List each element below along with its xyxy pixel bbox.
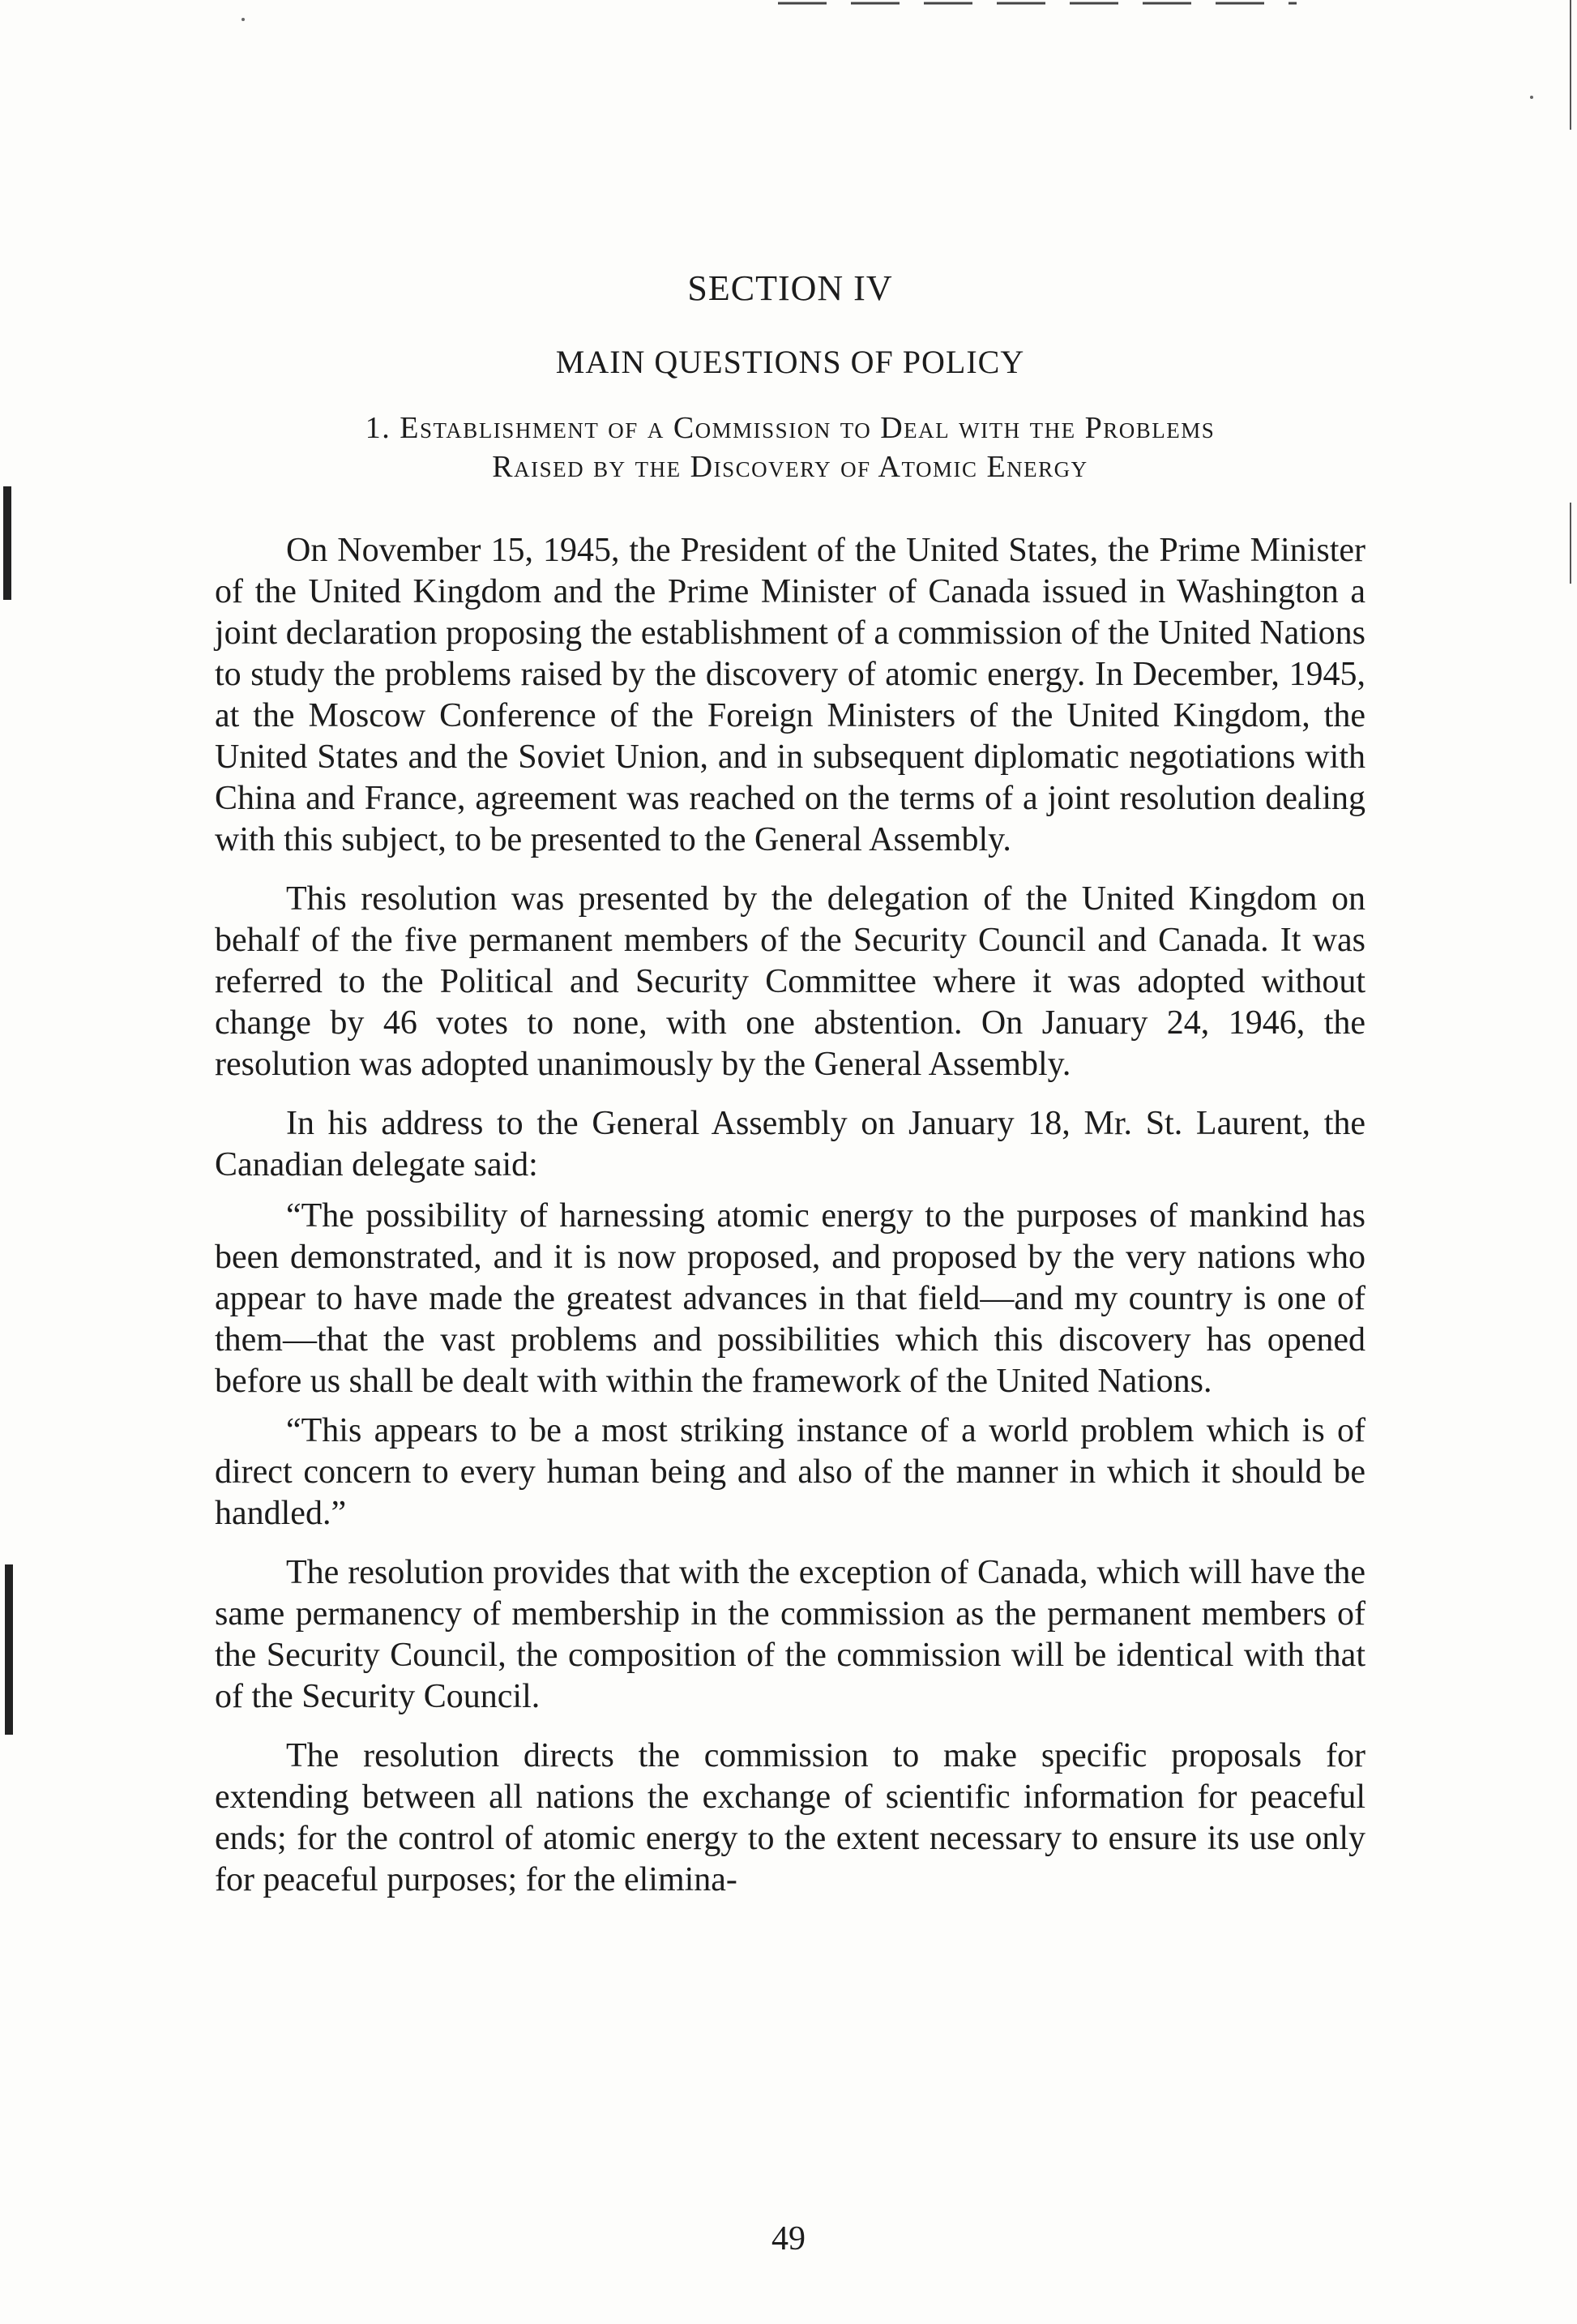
- paragraph-declaration: On November 15, 1945, the President of the United States, the Prime Minister of the United Kingdom and the Prime Minister of Canada issued in Washington a joint declaration proposing the establishment of a commission of the United Nations to study the problems raised by the discovery of atomic energy. In December, 1945, at the Moscow Conference of the Foreign Ministers of the United Kingdom, the United States and the Soviet Union, and in subsequent diplomatic negotiations with China and France, agreement was reached on the terms of a joint resolution dealing with this subject, to be presented to the General Assembly.: [215, 532, 1365, 858]
- paragraph-address-intro: In his address to the General Assembly on January 18, Mr. St. Laurent, the Canadian delegate said:: [215, 1105, 1365, 1183]
- topic-heading-line-2: Raised by the Discovery of Atomic Energy: [492, 450, 1088, 484]
- section-subtitle: MAIN QUESTIONS OF POLICY: [555, 344, 1025, 380]
- page-body: [215, 267, 1365, 1919]
- paragraph-quote-1: “The possibility of harnessing atomic energy to the purposes of mankind has been demonstrated, and it is now proposed, and proposed by the very nations who appear to have made the greatest advances in that field—and my country is one of them—that the vast problems and possibilities which this discovery has opened before us shall be dealt with within the framework of the United Nations.: [215, 1197, 1365, 1400]
- page-number: 49: [771, 2220, 806, 2258]
- paragraph-resolution-presented: This resolution was presented by the delegation of the United Kingdom on behalf of the five permanent members of the Security Council and Canada. It was referred to the Political and Security Committee where it was adopted without change by 46 votes to none, with one abstention. On January 24, 1946, the resolution was adopted unanimously by the General Assembly.: [215, 880, 1365, 1083]
- paragraph-commission-composition: The resolution provides that with the exception of Canada, which will have the same permanency of membership in the commission as the permanent members of the Security Council, the composition of the commission will be identical with that of the Security Council.: [215, 1554, 1365, 1715]
- section-title: SECTION IV: [687, 268, 893, 308]
- topic-heading-line-1: 1. Establishment of a Commission to Deal with the Problems: [365, 411, 1216, 445]
- paragraph-commission-directives: The resolution directs the commission to make specific proposals for extending between all nations the exchange of scientific information for peaceful ends; for the control of atomic energy to the extent necessary to ensure its use only for peaceful purposes; for the elimina-: [215, 1737, 1365, 1898]
- paragraph-quote-2: “This appears to be a most striking instance of a world problem which is of direct concern to every human being and also of the manner in which it should be handled.”: [215, 1412, 1365, 1532]
- topic-heading: [215, 409, 1365, 486]
